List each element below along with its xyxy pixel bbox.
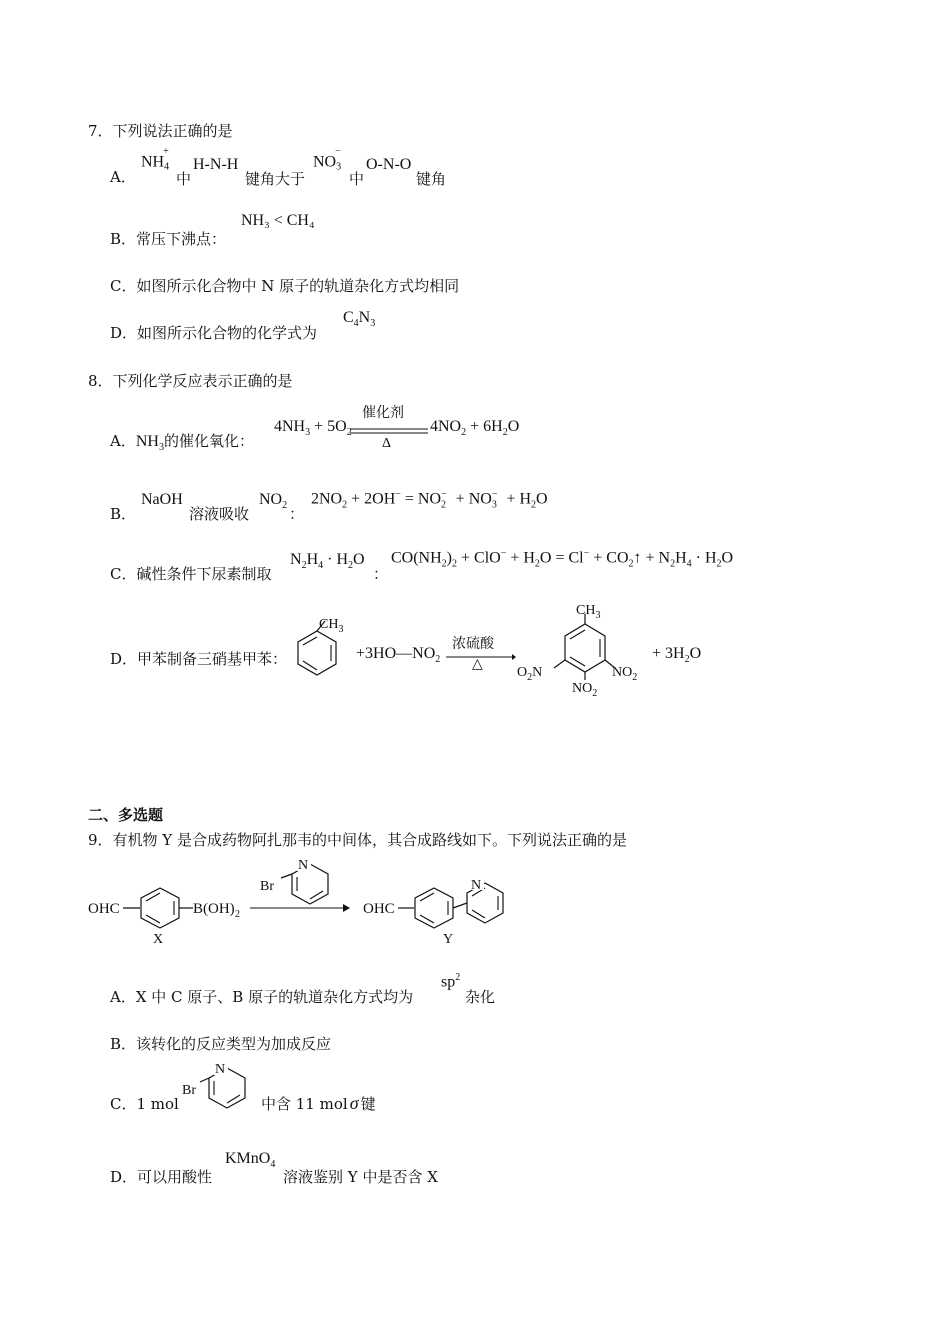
q9-option-b: B．该转化的反应类型为加成反应 xyxy=(110,1035,332,1053)
q8-option-c: C．碱性条件下尿素制取 xyxy=(110,565,272,583)
q9-c-text xyxy=(261,1093,376,1114)
q7-option-b: B．常压下沸点： xyxy=(110,230,227,248)
formula-kmno4: KMnO$_4$ xyxy=(225,1150,276,1171)
q9-option-d: D．可以用酸性 xyxy=(110,1168,213,1186)
q8-c-colon: ： xyxy=(373,565,389,583)
q9-option-a: A．X 中 C 原子、B 原子的轨道杂化方式均为 xyxy=(110,988,414,1006)
x-boh2: B(OH) xyxy=(193,901,235,917)
y-n: N xyxy=(471,878,482,893)
q7-stem: 7．下列说法正确的是 xyxy=(88,122,233,140)
formula-hydrazine-hydrate: $N_2H_4 \cdot H_2O$ xyxy=(290,551,365,572)
tnt-ch3: $CH_3$ xyxy=(576,603,601,621)
x-boh2-sub: 2 xyxy=(235,909,240,920)
formula-naoh: NaOH xyxy=(141,491,183,508)
product-water: + $3H_2O$ xyxy=(652,645,702,666)
equation-nh3-oxidation-right: $4NO_2 + 6H_2O$ xyxy=(430,418,520,439)
reagent-nitric-acid: $+3HO—NO_2$ xyxy=(356,645,441,666)
q8-b-colon: ： xyxy=(289,505,305,523)
q9-a-text: 杂化 xyxy=(465,988,496,1006)
c-br: Br xyxy=(182,1083,196,1098)
q9-d-text: 溶液鉴别 Y 中是否含 X xyxy=(283,1168,438,1186)
reaction-heat: △ xyxy=(472,656,483,672)
x-ohc: OHC xyxy=(88,901,120,917)
equation-urea: $CO(NH_2)_2 + ClO^- + H_2O = Cl^-$ + $CO_2↑ + N_2H_4 \cdot H_2O$ xyxy=(391,548,734,570)
q9-option-c: C．1 mol xyxy=(110,1095,179,1113)
formula-no3-minus: $NO_3^-$ xyxy=(313,146,342,173)
equation-nh3-oxidation-left: $4NH_3 + 5O_2$ xyxy=(274,418,352,439)
q7-a-text-3: 中 xyxy=(349,170,365,188)
q8-a-text: 的催化氧化： xyxy=(163,432,254,450)
q9-stem: 9．有机物 Y 是合成药物阿扎那韦的中间体，其合成路线如下。下列说法正确的是 xyxy=(88,831,627,849)
q8-option-a xyxy=(110,430,254,453)
q8-option-b: B． xyxy=(110,505,137,523)
y-ohc: OHC xyxy=(363,901,395,917)
y-label: Y xyxy=(443,932,454,947)
q9-c-text-1: 中含 11 mol xyxy=(261,1095,348,1113)
reagent-n: N xyxy=(298,858,309,873)
catalyst-label: 催化剂 xyxy=(362,405,404,421)
q8-option-d: D．甲苯制备三硝基甲苯： xyxy=(110,650,288,668)
formula-sp2: $sp^2$ xyxy=(441,972,461,991)
tnt-o2n: $O_2N$ xyxy=(517,665,543,683)
formula-no2: $NO_2$ xyxy=(259,491,288,512)
formula-c4n3: $C_4N_3$ xyxy=(343,309,376,330)
q7-a-text-4: 键角 xyxy=(416,170,447,188)
equation-no2-absorption: $2NO_2 + 2OH^- = NO_2^- + NO_3^- + H_2O$ xyxy=(311,489,548,511)
heat-symbol: Δ xyxy=(382,436,392,451)
q7-option-d: D．如图所示化合物的化学式为 xyxy=(110,324,318,342)
q7-a-bond-hnh: H-N-H xyxy=(193,156,239,173)
q7-a-label: A． xyxy=(110,168,136,186)
q7-a-text-2: 键角大于 xyxy=(245,170,306,188)
equal-arrow xyxy=(350,428,430,436)
q8-b-text: 溶液吸收 xyxy=(189,505,250,523)
q7-a-text-1: 中 xyxy=(176,170,192,188)
formula-nh4-plus: $NH_4^+$ xyxy=(141,146,170,173)
tnt-no2-bottom: $NO_2$ xyxy=(572,681,598,699)
q7-option-c: C．如图所示化合物中 N 原子的轨道杂化方式均相同 xyxy=(110,277,460,295)
formula-bp-compare: NH₃ < CH₄ xyxy=(241,212,315,229)
reaction-condition: 浓硫酸 xyxy=(452,636,494,652)
x-label: X xyxy=(153,932,164,947)
tnt-no2-right: $NO_2$ xyxy=(612,665,638,683)
q9-c-text-2: 键 xyxy=(360,1095,376,1113)
q7-a-bond-ono: O-N-O xyxy=(366,156,412,173)
bromopyridine-structure xyxy=(180,1058,265,1118)
toluene-ch3: $CH_3$ xyxy=(319,617,344,635)
q8-stem: 8．下列化学反应表示正确的是 xyxy=(88,372,293,390)
q7-option-a xyxy=(110,166,136,187)
section-title: 二、多选题 xyxy=(88,806,164,824)
synthesis-scheme xyxy=(85,852,525,952)
c-n: N xyxy=(215,1062,226,1077)
reagent-br: Br xyxy=(260,879,274,894)
sigma-symbol: σ xyxy=(349,1093,359,1113)
q8-a-label: A． xyxy=(110,432,136,450)
formula-nh3: $NH_3$ xyxy=(135,433,164,454)
